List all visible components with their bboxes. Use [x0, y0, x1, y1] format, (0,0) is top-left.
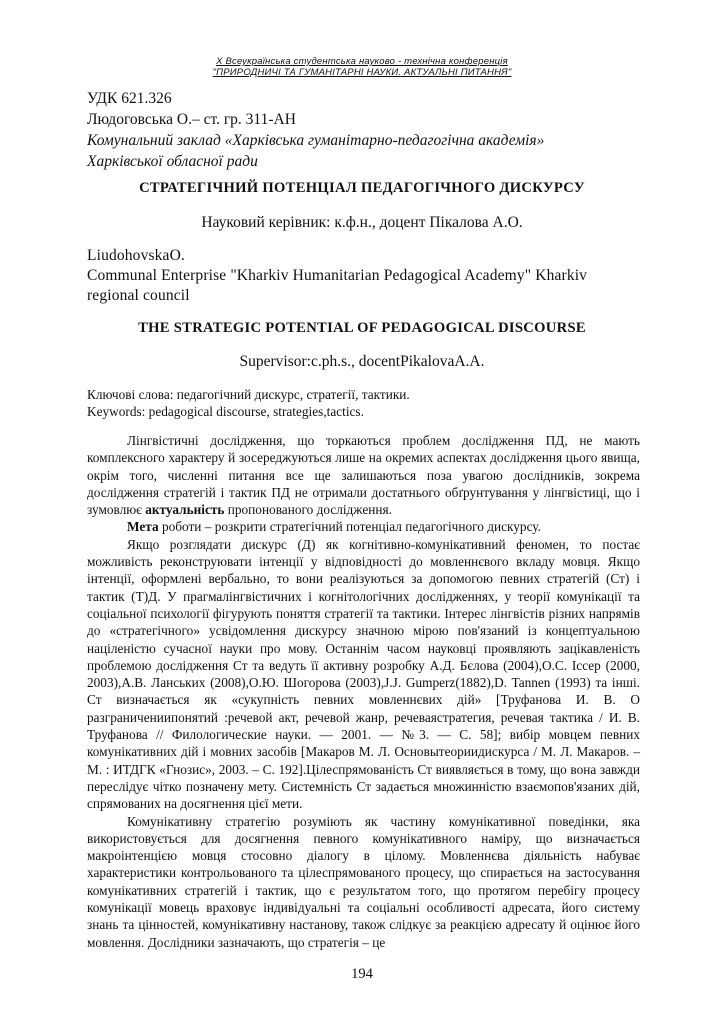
en-author-line: LiudohovskaO.	[87, 247, 185, 264]
en-metadata	[87, 246, 642, 306]
paragraph-relevance: Лінгвістичні дослідження, що торкаються проблем дослідження ПД, не мають комплексного характеру й зосереджуються лише на окремих аспектах дослідження цього явища, окрім того, численні питання все ще залишаються поза увагою дослідників, зокрема дослідження стратегій і тактик ПД не отримали достатнього обґрунтування у лінгвістиці, що і зумовлює актуальність пропонованого дослідження.	[87, 433, 640, 518]
keywords-ua: Ключові слова: педагогічний дискурс, стратегії, тактики.	[87, 387, 410, 402]
paragraph-goal: Мета роботи – розкрити стратегічний потенціал педагогічного дискурсу.	[127, 519, 541, 535]
ua-supervisor: Науковий керівник: к.ф.н., доцент Пікалова А.О.	[201, 214, 523, 231]
article-body	[87, 432, 640, 951]
author-line: Людоговська О.– ст. гр. 311-АН	[87, 111, 296, 128]
ua-metadata	[87, 88, 647, 172]
keywords-block	[87, 386, 647, 420]
paragraph-discourse: Якщо розглядати дискурс (Д) як когнітивно-комунікативний феномен, то постає можливість реконструювати інтенції у відповідності до мовленнєвого вкладу мовця. Якщо інтенції, оформлені вербально, то вони реалізуються за допомогою певних стратегій (Ст) і тактик (Т)Д. У прагмалінгвістичних і когнітологічних дослідженнях, у теорії комунікації та соціальної психології фігурують поняття стратегії та тактики. Інтерес лінгвістів різних напрямів до «стратегічного» усвідомлення дискурсу значною мірою пов'язаний із концептуальною націленістю сучасної науки про мову. Останнім часом науковці проявляють зацікавленість проблемою дослідження Ст та ведуть її активну розробку А.Д. Бєлова (2004),О.С. Іссер (2000, 2003),А.В. Ланських (2008),О.Ю. Шогорова (2003),J.J. Gumperz(1882),D. Tannen (1993) та інші. Ст визначається як «сукупність певних мовленнєвих дій» [Труфанова И. В. О разграничениипонятий :речевой акт, речевой жанр, речеваястратегия, речевая тактика / И. В. Труфанова // Филологические науки. — 2001. — №3. — С. 58]; вибір мовцем певних комунікативних дій і мовних засобів [Макаров М. Л. Основытеориидискурса / М. Л. Макаров. – М. : ИТДГК «Гнозис», 2003. – С. 192].Цілеспрямованість Ст виявляється в тому, що вона завжди переслідує чітко позначену мету. Системність Ст задається множинністю взаємопов'язаних дій, спрямованих на досягнення цієї мети.	[87, 536, 640, 812]
en-title: THE STRATEGIC POTENTIAL OF PEDAGOGICAL DISCOURSE	[138, 320, 586, 336]
en-supervisor: Supervisor:c.ph.s., docentPikalovaA.A.	[239, 353, 485, 370]
running-header	[0, 56, 724, 78]
keyword-relevance: актуальність	[145, 502, 225, 518]
affiliation-line-2: Харківської обласної ради	[87, 153, 258, 170]
conference-theme: "ПРИРОДНИЧІ ТА ГУМАНІТАРНІ НАУКИ. АКТУАЛЬНІ ПИТАННЯ"	[212, 67, 512, 78]
page-number: 194	[351, 966, 373, 982]
ua-title: СТРАТЕГІЧНИЙ ПОТЕНЦІАЛ ПЕДАГОГІЧНОГО ДИСКУРСУ	[139, 180, 585, 196]
keyword-goal: Мета	[127, 519, 159, 535]
keywords-en: Keywords: pedagogical discourse, strategies,tactics.	[87, 404, 364, 419]
paragraph-strategy: Комунікативну стратегію розуміють як частину комунікативної поведінки, яка використовується для досягнення певного комунікативного наміру, що визначається макроінтенцією мовця стосовно діалогу в цілому. Мовленнєва діяльність набуває характеристики контрольованого та цілеспрямованого процесу, що спирається на застосування комунікативних стратегій і тактик, що є результатом того, що протягом перебігу процесу комунікації мовець враховує індивідуальні та соціальні особливості адресата, його систему знань та цінностей, комунікативну настанову, також слідкує за реакцією адресату й оцінює його мовлення. Дослідники зазначають, що стратегія – це	[87, 813, 640, 950]
en-affiliation: Communal Enterprise "Kharkiv Humanitarian Pedagogical Academy" Kharkiv regional council	[87, 267, 588, 304]
conference-name: X Всеукраїнська студентська науково - технічна конференція	[216, 56, 508, 67]
udk-code: УДК 621.326	[87, 90, 172, 107]
affiliation-line-1: Комунальний заклад «Харківська гуманітарно-педагогічна академія»	[87, 132, 545, 149]
